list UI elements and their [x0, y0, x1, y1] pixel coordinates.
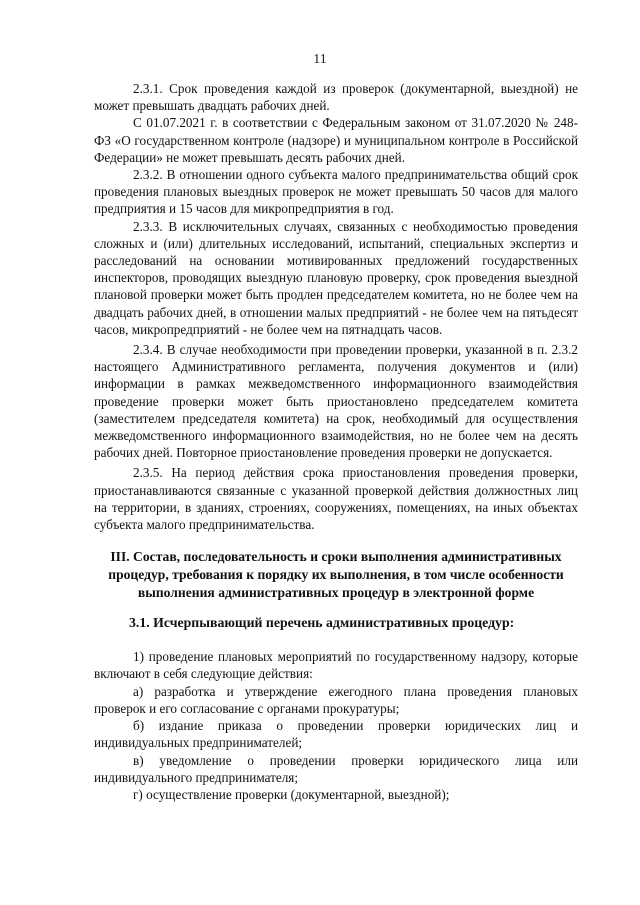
paragraph-2-3-5: 2.3.5. На период действия срока приостановления проведения проверки, приостанавливаются связанные с указанной проверкой действия должностных лиц на территории, в зданиях, строениях, сооружениях, помещениях, на иных объектах субъекта малого предпринимательства. [94, 465, 578, 533]
list-item-a: а) разработка и утверждение ежегодного плана проведения плановых проверок и его согласование с органами прокуратуры; [94, 683, 578, 716]
list-item-1: 1) проведение плановых мероприятий по государственному надзору, которые включают в себя следующие действия: [94, 649, 578, 682]
section-heading: III. Состав, последовательность и сроки выполнения административных процедур, требования к порядку их выполнения, в том числе особенности выполнения административных процедур в электронной форме [108, 549, 564, 601]
list-item-v: в) уведомление о проведении проверки юридического лица или индивидуального предпринимателя; [94, 752, 578, 785]
page-number: 11 [313, 52, 327, 67]
paragraph-2-3-3: 2.3.3. В исключительных случаях, связанных с необходимостью проведения сложных и (или) длительных исследований, испытаний, специальных экспертиз и расследований на основании мотивированных предложений государственных инспекторов, проводящих выездную плановую проверку, срок проведения выездной плановой проверки может быть продлен председателем комитета, но не более чем на двадцать рабочих дней, в отношении малых предприятий - не более чем на пятьдесят часов, микропредприятий - не более чем на пятнадцать часов. [94, 218, 578, 337]
list-item-g: г) осуществление проверки (документарной, выездной); [133, 786, 450, 802]
document-body [94, 80, 578, 803]
paragraph-2-3-2: 2.3.2. В отношении одного субъекта малого предпринимательства общий срок проведения плановых выездных проверок не может превышать 50 часов для малого предприятия и 15 часов для микропредприятия в год. [94, 167, 578, 217]
section-subheading: 3.1. Исчерпывающий перечень административных процедур: [129, 615, 515, 631]
paragraph-law-248-fz: С 01.07.2021 г. в соответствии с Федеральным законом от 31.07.2020 № 248-ФЗ «О государственном контроле (надзоре) и муниципальном контроле в Российской Федерации» не может превышать десять рабочих дней. [94, 115, 578, 165]
paragraph-2-3-4: 2.3.4. В случае необходимости при проведении проверки, указанной в п. 2.3.2 настоящего Административного регламента, получения документов и (или) информации в рамках межведомственного информационного взаимодействия проведение проверки может быть приостановлено председателем комитета (заместителем председателя комитета) на срок, необходимый для осуществления межведомственного информационного взаимодействия, но не более чем на десять рабочих дней. Повторное приостановление проведения проверки не допускается. [94, 342, 578, 461]
list-item-b: б) издание приказа о проведении проверки юридических лиц и индивидуальных предпринимателей; [94, 718, 578, 751]
paragraph-2-3-1: 2.3.1. Срок проведения каждой из проверок (документарной, выездной) не может превышать двадцать рабочих дней. [94, 81, 578, 114]
